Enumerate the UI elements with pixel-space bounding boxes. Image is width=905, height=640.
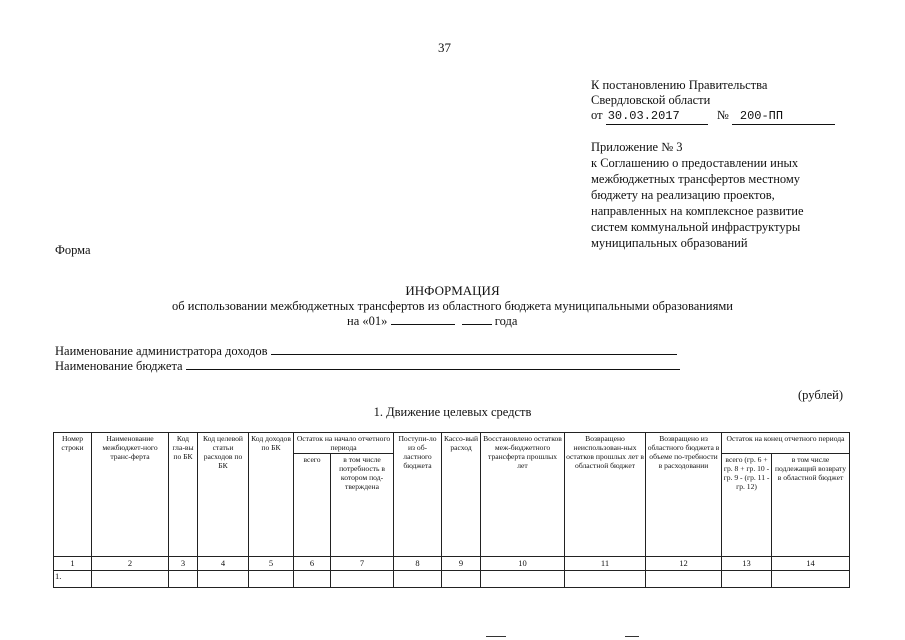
report-date-suffix: года [494,314,518,328]
header-restored: Восстановлено остатков меж-бюджетного трансферта прошлых лет [481,433,565,557]
column-number: 4 [198,557,249,571]
table-cell[interactable] [394,571,442,588]
column-number: 5 [249,557,294,571]
targeted-funds-table [53,432,850,588]
form-label: Форма [55,243,91,257]
units-label: (рублей) [798,388,844,402]
budget-input-line[interactable] [186,369,680,370]
decree-number-label: № [716,108,729,122]
table-cell[interactable] [169,571,198,588]
table-cell[interactable] [92,571,169,588]
column-number: 1 [54,557,92,571]
document-subtitle: об использовании межбюджетных трансфертов из областного бюджета муниципальными образованиями [172,299,733,313]
header-returned-unused: Возвращено неиспользован-ных остатков прошлых лет в областной бюджет [565,433,646,557]
table-cell[interactable] [646,571,722,588]
header-income-code: Код доходов по БК [249,433,294,557]
page-number: 37 [438,40,451,55]
table-cell[interactable] [294,571,331,588]
table-cell[interactable] [481,571,565,588]
report-year-blank[interactable] [462,324,492,325]
table-cell[interactable] [442,571,481,588]
admin-input-line[interactable] [271,354,677,355]
report-day-month-blank[interactable] [391,324,455,325]
decree-from-label: от [591,108,603,122]
scan-mark [625,636,639,637]
appendix-line: бюджету на реализацию проектов, [591,188,775,202]
appendix-line: направленных на комплексное развитие [591,204,804,218]
header-cash-expense: Кассо-вый расход [442,433,481,557]
admin-label: Наименование администратора доходов [55,344,268,358]
scan-mark [486,636,506,637]
column-number: 13 [722,557,772,571]
decree-number: 200-ПП [732,108,835,125]
decree-date-line [591,107,835,125]
appendix-block [591,139,804,251]
column-number: 2 [92,557,169,571]
report-date-prefix: на «01» [347,314,388,328]
decree-line-2: Свердловской области [591,93,711,107]
table-cell[interactable] [198,571,249,588]
appendix-line: Приложение № 3 [591,140,683,154]
table-cell[interactable] [565,571,646,588]
table-cell[interactable] [249,571,294,588]
budget-field [55,358,680,374]
header-transfer-name: Наименование межбюджет-ного транс-ферта [92,433,169,557]
row-number-cell: 1. [54,571,92,588]
appendix-line: к Соглашению о предоставлении иных [591,156,799,170]
column-number: 12 [646,557,722,571]
column-number: 14 [772,557,850,571]
table-cell[interactable] [331,571,394,588]
document-title: ИНФОРМАЦИЯ [405,283,500,298]
admin-field [55,343,677,359]
section-title: 1. Движение целевых средств [373,405,532,419]
column-numbers-row [54,557,850,571]
appendix-line: систем коммунальной инфраструктуры [591,220,801,234]
appendix-line: межбюджетных трансфертов местному [591,172,801,186]
column-number: 11 [565,557,646,571]
appendix-line: муниципальных образований [591,236,748,250]
column-number: 9 [442,557,481,571]
column-number: 10 [481,557,565,571]
decree-date: 30.03.2017 [606,108,708,125]
column-number: 3 [169,557,198,571]
column-number: 8 [394,557,442,571]
header-opening-confirmed: в том числе потребность в котором под-тверждена [331,454,394,557]
header-row-number: Номер строки [54,433,92,557]
table-header-row [54,433,850,454]
table-cell[interactable] [772,571,850,588]
column-number: 7 [331,557,394,571]
budget-label: Наименование бюджета [55,359,183,373]
header-target-article-code: Код целевой статьи расходов по БК [198,433,249,557]
decree-line-1: К постановлению Правительства [591,78,768,92]
table-row [54,571,850,588]
header-returned-from-region: Возвращено из областного бюджета в объеме по-требности в расходовании [646,433,722,557]
header-closing-balance: Остаток на конец отчетного периода [722,433,850,454]
header-closing-total: всего (гр. 6 + гр. 8 + гр. 10 - гр. 9 - (гр. 11 - гр. 12) [722,454,772,557]
report-date-line [347,313,517,329]
header-closing-to-return: в том числе подлежащий возврату в областной бюджет [772,454,850,557]
table-cell[interactable] [722,571,772,588]
header-received: Поступи-ло из об-ластного бюджета [394,433,442,557]
header-opening-total: всего [294,454,331,557]
header-chapter-code: Код гла-вы по БК [169,433,198,557]
header-opening-balance: Остаток на начало отчетного периода [294,433,394,454]
column-number: 6 [294,557,331,571]
